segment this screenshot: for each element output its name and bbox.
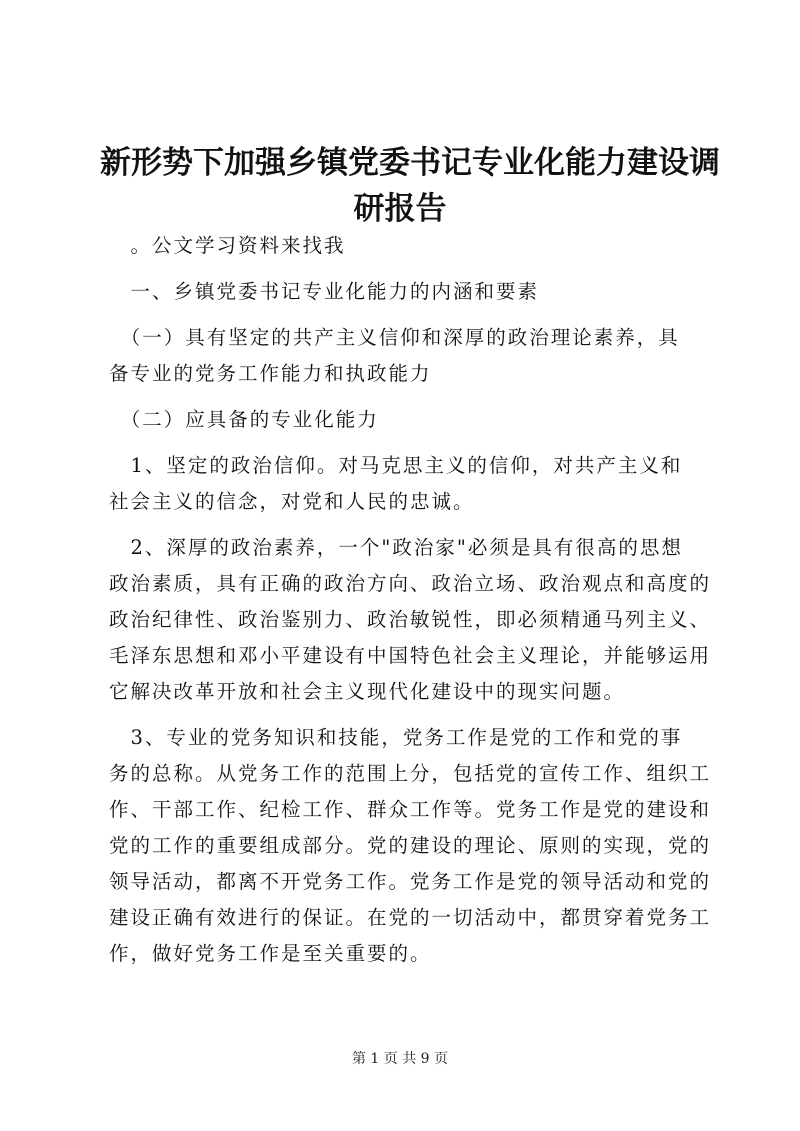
body-line: 。公文学习资料来找我 <box>109 234 346 257</box>
body-line: 社会主义的信念，对党和人民的忠诚。 <box>109 490 475 513</box>
body-line: 2、深厚的政治素养，一个"政治家"必须是具有很高的思想 <box>109 536 683 559</box>
body-line: 领导活动，都离不开党务工作。党务工作是党的领导活动和党的 <box>109 870 712 893</box>
document-body <box>109 228 712 972</box>
body-line: 党的工作的重要组成部分。党的建设的理论、原则的实现，党的 <box>109 834 712 857</box>
body-line: 备专业的党务工作能力和执政能力 <box>109 362 432 385</box>
body-line: 它解决改革开放和社会主义现代化建设中的现实问题。 <box>109 680 626 703</box>
body-line: 建设正确有效进行的保证。在党的一切活动中，都贯穿着党务工 <box>109 906 712 929</box>
body-line: 毛泽东思想和邓小平建设有中国特色社会主义理论，并能够运用 <box>109 644 712 667</box>
body-line: 政治纪律性、政治鉴别力、政治敏锐性，即必须精通马列主义、 <box>109 608 712 631</box>
body-line: 政治素质，具有正确的政治方向、政治立场、政治观点和高度的 <box>109 572 712 595</box>
body-line: 一、乡镇党委书记专业化能力的内涵和要素 <box>109 280 540 303</box>
body-line: （二）应具备的专业化能力 <box>109 408 379 431</box>
body-line: 作，做好党务工作是至关重要的。 <box>109 942 432 965</box>
body-line: 3、专业的党务知识和技能，党务工作是党的工作和党的事 <box>109 726 683 749</box>
body-line: 作、干部工作、纪检工作、群众工作等。党务工作是党的建设和 <box>109 798 712 821</box>
body-line: 务的总称。从党务工作的范围上分，包括党的宣传工作、组织工 <box>109 762 712 785</box>
page-number-footer: 第 1 页 共 9 页 <box>351 1051 449 1067</box>
body-line: （一）具有坚定的共产主义信仰和深厚的政治理论素养，具 <box>109 326 680 349</box>
body-line: 1、坚定的政治信仰。对马克思主义的信仰，对共产主义和 <box>109 454 683 477</box>
document-title-line-1: 新形势下加强乡镇党委书记专业化能力建设调 <box>100 145 720 181</box>
document-title-line-2: 研报告 <box>353 191 447 227</box>
